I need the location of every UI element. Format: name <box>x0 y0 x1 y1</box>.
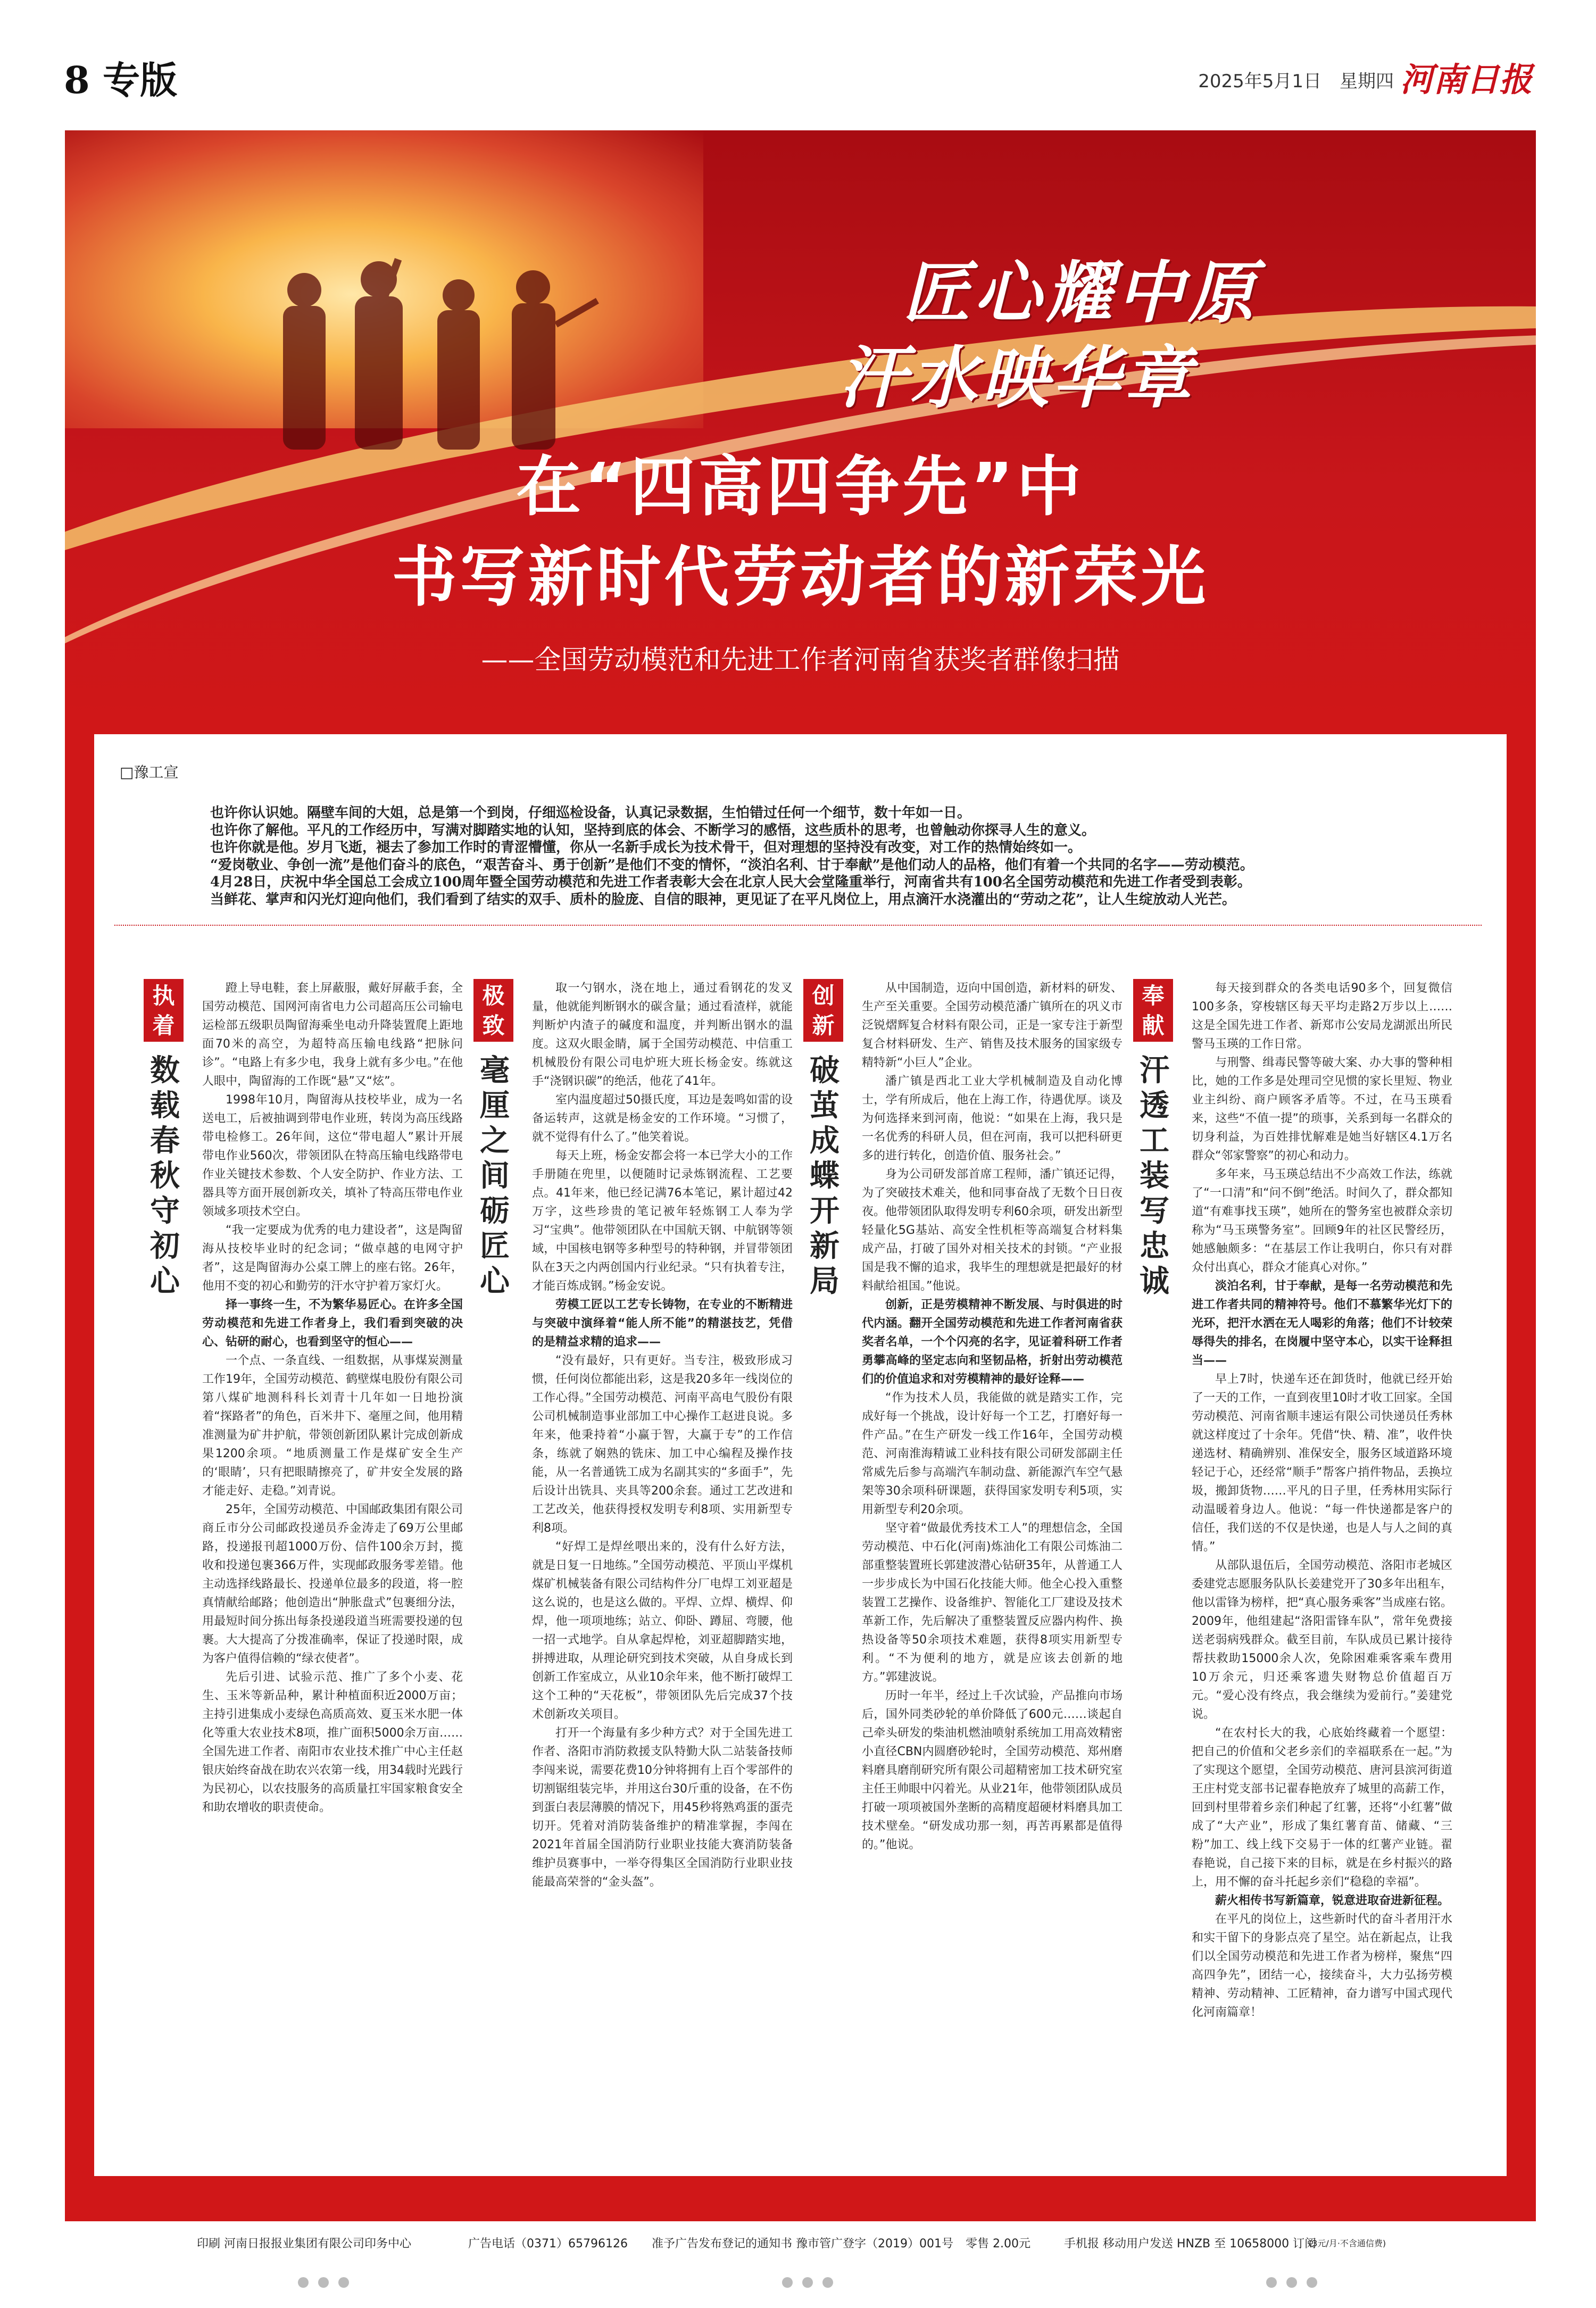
page-dots <box>782 2277 843 2293</box>
main-headline: 在“四高四争先”中 书写新时代劳动者的新荣光 <box>392 449 1209 615</box>
column-body: 取一勺钢水，浇在地上，通过看钢花的发叉量，他就能判断钢水的碳含量；通过看渣样，就能判断炉内渣子的碱度和温度，并判断出钢水的温度。这双火眼金睛，属于全国劳动模范、中信重工机械股份有限公司电炉班大班长杨金安。练就这手“浇钢识碳”的绝活，他花了41年。 室内温度超过50摄氏度，耳边是轰鸣如雷的设备运转声，这就是杨金安的工作环境。“习惯了，就不觉得有什么了。”他笑着说。 每天上班，杨金安都会将一本已学大小的工作手册随在兜里，以便随时记录炼钢流程、工艺要点。41年来，他已经记满76本笔记，累计超过42万字，这些珍贵的笔记被年轻炼钢工人奉为学习“宝典”。他带领团队在中国航天钢、中航钢等领域，中国核电钢等多种型号的特种钢，并冒带领团队在3天之内两创国内行业纪录。“只有执着专注，才能百炼成钢。”杨金安说。 劳模工匠以工艺专长铸物，在专业的不断精进与突破中演绎着“能人所不能”的精湛技艺，凭借的是精益求精的追求—— “没有最好，只有更好。当专注，极致形成习惯，任何岗位都能出彩，这是我20多年一线岗位的工作心得。”全国劳动模范、河南平高电气股份有限公司机械制造事业部加工中心操作工赵进良说。多年来，他秉持着“小赢于智，大赢于专”的工作信条，练就了娴熟的铣床、加工中心编程及操作技能，从一名普通铣工成为名副其实的“多面手”，先后设计出铣具、夹具等200余套。通过工艺改进和工艺改关，他获得授权发明专利8项、实用新型专利8项。 “好焊工是焊丝喂出来的，没有什么好方法，就是日复一日地练。”全国劳动模范、平顶山平煤机煤矿机械装备有限公司结构件分厂电焊工刘亚超是这么说的，也是这么做的。平焊、立焊、横焊、仰焊，他一项项地练；站立、仰卧、蹲屈、弯腰，他一招一式地学。自从拿起焊枪，刘亚超脚踏实地，拼搏进取，从理论研究到技术突破，从自身成长到创新工作室成立，从业10余年来，他不断打破焊工这个工种的“天花板”，带领团队先后完成37个技术创新攻关项目。 打开一个海量有多少种方式？对于全国先进工作者、洛阳市消防救援支队特勤大队二站装备技师李闯来说，需要花费10分钟将拥有上百个零部件的切割锯组装完毕，并用这台30斤重的设备，在不伤到蛋白表层薄膜的情况下，用45秒将熟鸡蛋的蛋壳切开。凭着对消防装备维护的精准掌握，李闯在2021年首届全国消防行业职业技能大赛消防装备维护员赛事中，一举夺得集区全国消防行业职业技能最高荣誉的“金头盔”。 <box>532 982 793 1889</box>
intro-paragraph: 当鲜花、掌声和闪光灯迎向他们，我们看到了结实的双手、质朴的脸庞、自信的眼神，更见证了在平凡岗位上，用点滴汗水浇灌出的“劳动之花”，让人生绽放动人光芒。 <box>210 891 1236 908</box>
page-dots <box>298 2277 359 2293</box>
page-dots <box>1266 2277 1327 2293</box>
page-number: 8 专版 <box>64 58 178 102</box>
intro-paragraph: 也许你了解他。平凡的工作经历中，写满对脚踏实地的认知，坚持到底的体会、不断学习的感悟，这些质朴的思考，也曾触动你探寻人生的意义。 <box>210 822 1096 838</box>
sub-headline: ——全国劳动模范和先进工作者河南省获奖者群像扫描 <box>481 644 1120 675</box>
banner-slogan: 匠心耀中原 汗水映华章 <box>839 253 1259 417</box>
intro-paragraph: “爱岗敬业、争创一流”是他们奋斗的底色，“艰苦奋斗、勇于创新”是他们不变的情怀，“淡泊名利、甘于奉献”是他们动人的品格，他们有着一个共同的名字——劳动模范。 <box>210 857 1254 873</box>
issue-date: 2025年5月1日 星期四 <box>1198 71 1394 92</box>
masthead-logo: 河南日报 <box>1400 60 1532 99</box>
column-label: 极致 <box>473 979 513 1042</box>
column-label: 创新 <box>803 979 843 1042</box>
column-subtitle: 破茧成蝶开新局 <box>810 1053 839 1299</box>
page-footer: 印刷 河南日报报业集团有限公司印务中心 广告电话（0371）65796126 准予广告发布登记的通知书 豫市管广登字（2019）001号 零售 2.00元 手机报 移动用户发送 HNZB 至 10658000 订阅 (3元/月·不含通信费) <box>197 2237 1386 2251</box>
column-subtitle: 数载春秋守初心 <box>150 1053 180 1299</box>
intro-lead <box>210 804 1487 908</box>
column-subtitle: 汗透工装写忠诚 <box>1140 1053 1169 1299</box>
column-subtitle: 毫厘之间砺匠心 <box>480 1053 510 1299</box>
workers-silhouette-icon <box>225 226 629 450</box>
section-divider <box>114 925 1482 926</box>
banner <box>65 130 1536 726</box>
intro-paragraph: 4月28日，庆祝中华全国总工会成立100周年暨全国劳动模范和先进工作者表彰大会在北京人民大会堂隆重举行，河南省共有100名全国劳动模范和先进工作者受到表彰。 <box>210 874 1251 890</box>
column-label: 执着 <box>144 979 184 1042</box>
column-body: 从中国制造，迈向中国创造，新材料的研发、生产至关重要。全国劳动模范潘广镇所在的巩义市泛锐熠辉复合材料有限公司，正是一家专注于新型复合材料研发、生产、销售及技术服务的国家级专精特新“小巨人”企业。 潘广镇是西北工业大学机械制造及自动化博士，学有所成后，他在上海工作，待遇优厚。谈及为何选择来到河南，他说：“如果在上海，我只是一名优秀的科研人员，但在河南，我可以把科研更多的进行转化，创造价值、服务社会。” 身为公司研发部首席工程师，潘广镇还记得，为了突破技术难关，他和同事奋战了无数个日日夜夜。他带领团队取得发明专利60余项，研发出新型轻量化5G基站、高安全性机柜等高端复合材料集成产品，打破了国外对相关技术的封锁。“产业报国是我不懈的追求，我毕生的理想就是把最好的材料献给祖国。”他说。 创新，正是劳模精神不断发展、与时俱进的时代内涵。翻开全国劳动模范和先进工作者河南省获奖者名单，一个个闪亮的名字，见证着科研工作者勇攀高峰的坚定志向和坚韧品格，折射出劳动模范们的价值追求和对劳模精神的最好诠释—— “作为技术人员，我能做的就是踏实工作，完成好每一个挑战，设计好每一个工艺，打磨好每一件产品。”在生产研发一线工作16年，全国劳动模范、河南淮海精诚工业科技有限公司研发部副主任常威先后参与高端汽车制动盘、新能源汽车空气悬架等30余项科研课题，获得国家发明专利5项，实用新型专利20余项。 坚守着“做最优秀技术工人”的理想信念，全国劳动模范、中石化(河南)炼油化工有限公司炼油二部重整装置班长郭建波潜心钻研35年，从普通工人一步步成长为中国石化技能大师。他全心投入重整装置工艺操作、设备维护、智能化工厂建设及技术革新工作，先后解决了重整装置反应器内构件、换热设备等50余项技术难题，获得8项实用新型专利。“不为便利的地方，就是应该去创新的地方。”郭建波说。 历时一年半，经过上千次试验，产品推向市场后，国外同类砂轮的单价降低了600元……谈起自己牵头研发的柴油机燃油喷射系统加工用高效精密小直径CBN内圆磨砂轮时，全国劳动模范、郑州磨料磨具磨削研究所有限公司超精密加工技术研究室主任王帅眼中闪着光。从业21年，他带领团队成员打破一项项被国外垄断的高精度超硬材料磨具加工技术壁垒。“研发成功那一刻，再苦再累都是值得的。”他说。 <box>862 982 1123 1852</box>
intro-paragraph: 也许你就是他。岁月飞逝，褪去了参加工作时的青涩懵懂，你从一名新手成长为技术骨干，但对理想的坚持没有改变，对工作的热情始终如一。 <box>210 840 1082 856</box>
intro-paragraph: 也许你认识她。隔壁车间的大姐，总是第一个到岗，仔细巡检设备，认真记录数据，生怕错过任何一个细节，数十年如一日。 <box>210 805 971 821</box>
column-body: 每天接到群众的各类电话90多个，回复微信100多条，穿梭辖区每天平均走路2万步以上……这是全国先进工作者、新郑市公安局龙湖派出所民警马玉瑛的工作日常。 与刑警、缉毒民警等破大案、办大事的警种相比，她的工作多是处理司空见惯的家长里短、物业业主纠纷、商户顾客矛盾等。不过，在马玉瑛看来，这些“不值一提”的琐事，关系到每一名群众的切身利益，为百姓排忧解难是她当好辖区4.1万名群众“邻家警察”的初心和动力。 多年来，马玉瑛总结出不少高效工作法，练就了“一口清”和“问不倒”绝活。时间久了，群众都知道“有难事找玉瑛”，她所在的警务室也被群众亲切称为“马玉瑛警务室”。回顾9年的社区民警经历，她感触颇多：“在基层工作让我明白，你只有对群众付出真心，群众才能真心对你。” 淡泊名利，甘于奉献，是每一名劳动模范和先进工作者共同的精神符号。他们不慕繁华光灯下的光环，把汗水洒在无人喝彩的角落；他们不计较荣辱得失的排名，在岗履中坚守本心，以实干诠释担当—— 早上7时，快递车还在卸货时，他就已经开始了一天的工作，一直到夜里10时才收工回家。全国劳动模范、河南省顺丰速运有限公司快递员任秀林就这样度过了十余年。凭借“快、精、准”，收件快递选材、精确辨别、准保安全，服务区域道路环境轻记于心，还经常“顺手”帮客户捎件物品，丢换垃圾，搬卸货物……平凡的日子里，任秀林用实际行动温暖着身边人。他说：“每一件快递都是客户的信任，我们送的不仅是快递，也是人与人之间的真情。” 从部队退伍后，全国劳动模范、洛阳市老城区委建党志愿服务队队长姜建党开了30多年出租车，他以雷锋为榜样，把“真心服务乘客”当成座右铭。2009年，他组建起“洛阳雷锋车队”，常年免费接送老弱病残群众。截至目前，车队成员已累计接待帮扶救助15000余人次，免除困难乘客乘车费用10万余元，归还乘客遗失财物总价值超百万元。“爱心没有终点，我会继续为爱前行。”姜建党说。 “在农村长大的我，心底始终藏着一个愿望：把自己的价值和父老乡亲们的幸福联系在一起。”为了实现这个愿望，全国劳动模范、唐河县滨河街道王庄村党支部书记翟春艳放弃了城里的高薪工作，回到村里带着乡亲们种起了红薯，还将“小红薯”做成了“大产业”，形成了集红薯育苗、储藏、“三粉”加工、线上线下交易于一体的红薯产业链。翟春艳说，自己接下来的目标，就是在乡村振兴的路上，用不懈的奋斗托起乡亲们“稳稳的幸福”。 薪火相传书写新篇章，锐意进取奋进新征程。 在平凡的岗位上，这些新时代的奋斗者用汗水和实干留下的身影点亮了星空。站在新起点，让我们以全国劳动模范和先进工作者为榜样，聚焦“四高四争先”，团结一心，接续奋斗，大力弘扬劳模精神、劳动精神、工匠精神，奋力谱写中国式现代化河南篇章！ <box>1192 982 1452 2019</box>
author-byline: □豫工宣 <box>120 763 179 781</box>
page-header <box>0 0 1596 128</box>
column-body: 蹬上导电鞋，套上屏蔽服，戴好屏蔽手套，全国劳动模范、国网河南省电力公司超高压公司输电运检部五级职员陶留海乘坐电动升降装置爬上距地面70米的高空，为超特高压输电线路“把脉问诊”。“电路上有多少电，我身上就有多少电。”在他人眼中，陶留海的工作既“悬”又“炫”。 1998年10月，陶留海从技校毕业，成为一名送电工，后被抽调到带电作业班，转岗为高压线路带电检修工。26年间，这位“带电超人”累计开展带电作业560次，带领团队在特高压输电线路带电作业关键技术参数、个人安全防护、作业方法、工器具等方面开展创新攻关，填补了特高压带电作业领域多项技术空白。 “我一定要成为优秀的电力建设者”，这是陶留海从技校毕业时的纪念词；“做卓越的电网守护者”，这是陶留海办公桌工牌上的座右铭。26年，他用不变的初心和勤劳的汗水守护着万家灯火。 择一事终一生，不为繁华易匠心。在许多全国劳动模范和先进工作者身上，我们看到突破的决心、钻研的耐心，也看到坚守的恒心—— 一个点、一条直线、一组数据，从事煤炭测量工作19年，全国劳动模范、鹤壁煤电股份有限公司第八煤矿地测科科长刘青十几年如一日地扮演着“探路者”的角色，百米井下、毫厘之间，他用精准测量为矿井护航，带领创新团队累计完成创新成果1200余项。“地质测量工作是煤矿安全生产的‘眼睛’，只有把眼睛擦亮了，矿井安全发展的路才能走好、走稳。”刘青说。 25年，全国劳动模范、中国邮政集团有限公司商丘市分公司邮政投递员乔金涛走了69万公里邮路，投递报刊超1000万份、信件100余万封，揽收和投递包裹366万件，实现邮政服务零差错。他主动选择线路最长、投递单位最多的段道，将一腔真情献给邮路；他创造出“肿胀盘式”包裹细分法，用最短时间分拣出每条投递段道当班需要投递的包裹。大大提高了分拨准确率，保证了投递时限，成为客户值得信赖的“绿衣使者”。 先后引进、试验示范、推广了多个小麦、花生、玉米等新品种，累计种植面积近2000万亩；主持引进集成小麦绿色高质高效、夏玉米水肥一体化等重大农业技术8项，推广面积5000余万亩……全国先进工作者、南阳市农业技术推广中心主任赵银庆始终奋战在助农兴农第一线，用34载时光践行为民初心，以农技服务的高质量扛牢国家粮食安全和助农增收的职责使命。 <box>202 982 463 1814</box>
column-label: 奉献 <box>1133 979 1173 1042</box>
